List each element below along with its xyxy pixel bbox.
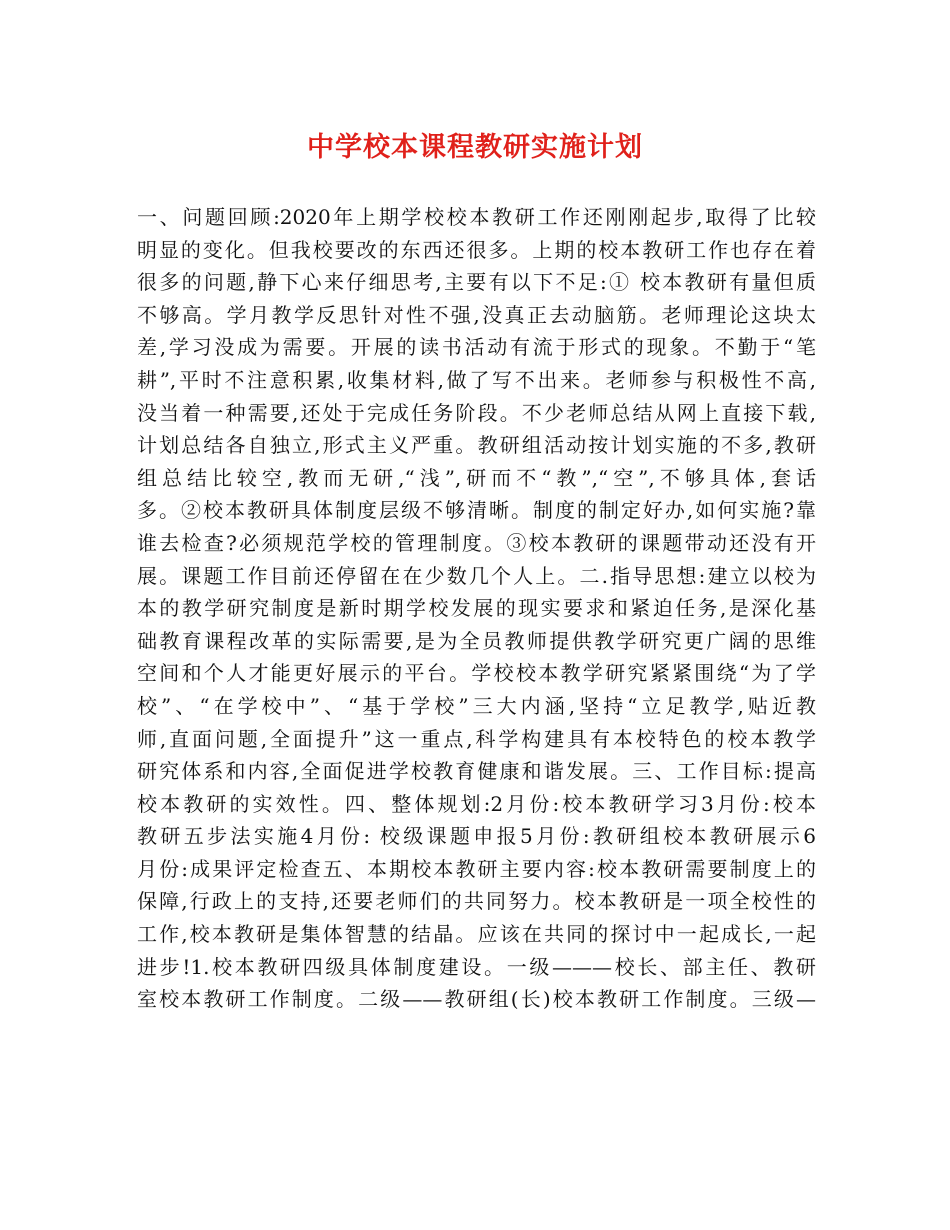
body-line: 校”、“在学校中”、“基于学校”三大内涵,坚持“立足教学,贴近教 [137, 693, 816, 718]
body-line: 没当着一种需要,还处于完成任务阶段。不少老师总结从网上直接下载, [137, 400, 816, 425]
body-line: 月份:成果评定检查五、本期校本教研主要内容:校本教研需要制度上的 [137, 856, 816, 881]
body-line: 谁去检查?必须规范学校的管理制度。③校本教研的课题带动还没有开 [137, 530, 816, 555]
body-line: 进步!1.校本教研四级具体制度建设。一级———校长、部主任、教研 [137, 954, 816, 979]
document-body [137, 201, 816, 1016]
body-line: 师,直面问题,全面提升”这一重点,科学构建具有本校特色的校本教学 [137, 726, 816, 751]
document-title: 中学校本课程教研实施计划 [307, 132, 643, 163]
body-line: 不够高。学月教学反思针对性不强,没真正去动脑筋。老师理论这块太 [137, 302, 816, 327]
body-line: 本的教学研究制度是新时期学校发展的现实要求和紧迫任务,是深化基 [137, 596, 816, 621]
body-line: 展。课题工作目前还停留在在少数几个人上。二.指导思想:建立以校为 [137, 563, 816, 588]
body-line: 很多的问题,静下心来仔细思考,主要有以下不足:① 校本教研有量但质 [137, 270, 816, 295]
body-line: 一、问题回顾:2020年上期学校校本教研工作还刚刚起步,取得了比较 [137, 205, 816, 229]
body-line: 空间和个人才能更好展示的平台。学校校本教学研究紧紧围绕“为了学 [137, 661, 816, 686]
body-line: 组总结比较空,教而无研,“浅”,研而不“教”,“空”,不够具体,套话 [137, 465, 816, 490]
body-line: 明显的变化。但我校要改的东西还很多。上期的校本教研工作也存在着 [137, 237, 816, 262]
body-line: 差,学习没成为需要。开展的读书活动有流于形式的现象。不勤于“笔 [137, 335, 816, 360]
body-line: 耕”,平时不注意积累,收集材料,做了写不出来。老师参与积极性不高, [137, 367, 816, 392]
body-line: 多。②校本教研具体制度层级不够清晰。制度的制定好办,如何实施?靠 [137, 498, 816, 523]
body-line: 校本教研的实效性。四、整体规划:2月份:校本教研学习3月份:校本 [137, 791, 816, 816]
body-line: 保障,行政上的支持,还要老师们的共同努力。校本教研是一项全校性的 [137, 889, 816, 914]
body-line: 计划总结各自独立,形式主义严重。教研组活动按计划实施的不多,教研 [137, 433, 816, 458]
body-line: 研究体系和内容,全面促进学校教育健康和谐发展。三、工作目标:提高 [137, 759, 816, 784]
body-line: 室校本教研工作制度。二级——教研组(长)校本教研工作制度。三级— [137, 987, 816, 1012]
body-line: 工作,校本教研是集体智慧的结晶。应该在共同的探讨中一起成长,一起 [137, 922, 816, 947]
body-line: 教研五步法实施4月份: 校级课题申报5月份:教研组校本教研展示6 [137, 824, 816, 849]
body-line: 础教育课程改革的实际需要,是为全员教师提供教学研究更广阔的思维 [137, 628, 816, 653]
